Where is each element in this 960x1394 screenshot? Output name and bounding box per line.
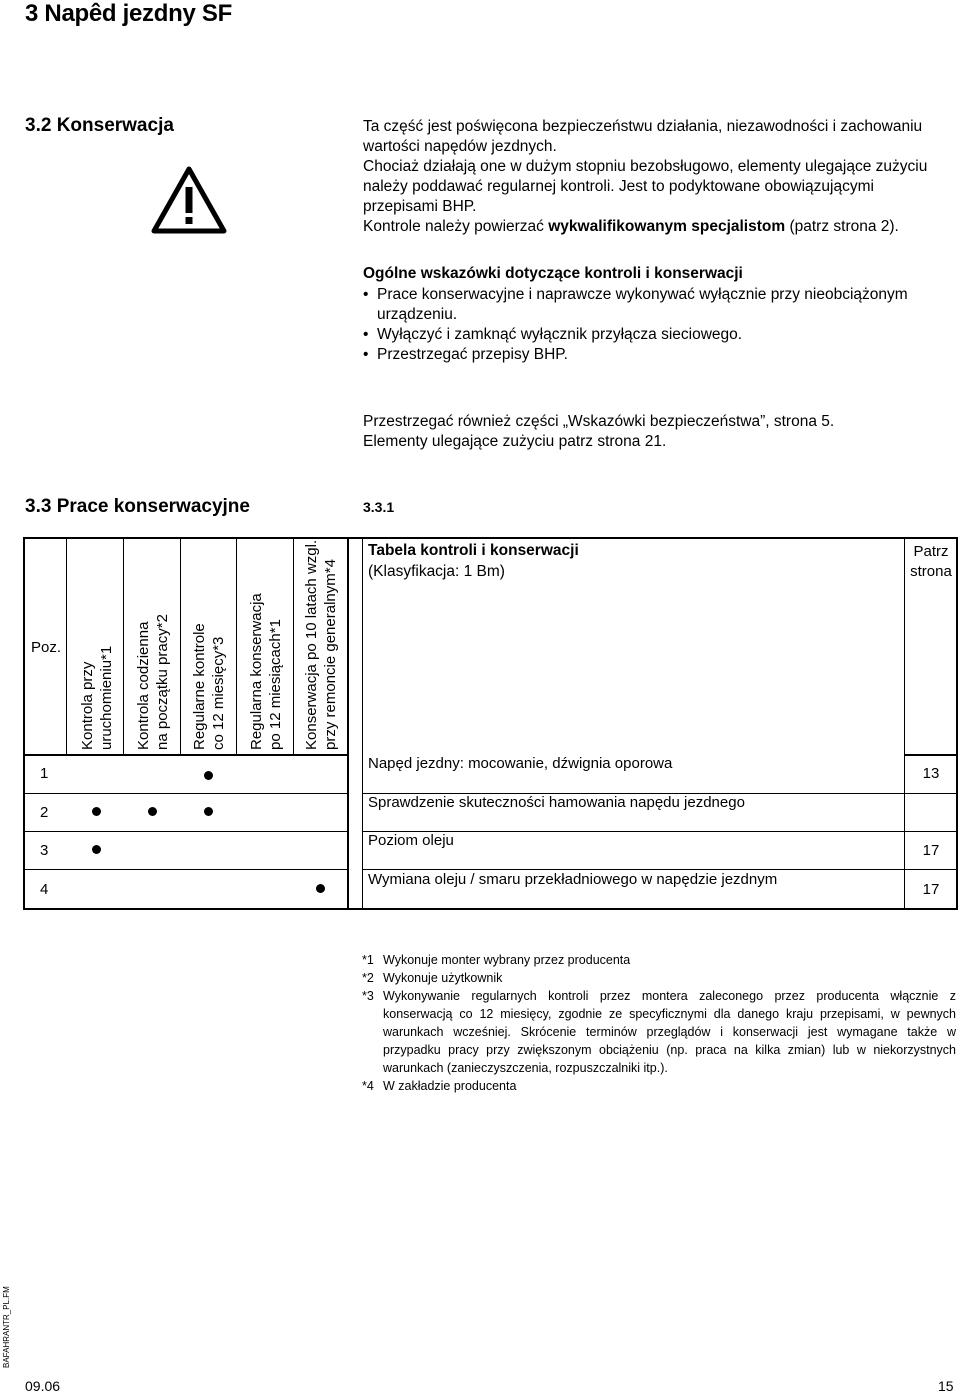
list-item-continuation: urządzeniu.: [377, 306, 458, 323]
specialist-prefix: Kontrole należy powierzać: [363, 218, 549, 235]
row-description: Napęd jezdny: mocowanie, dźwignia oporowa: [368, 755, 673, 772]
footnote-mark: *3: [362, 989, 374, 1003]
column-header-ten-year: [302, 540, 340, 750]
footnote: [362, 969, 956, 987]
header-line: uruchomieniu*1: [98, 645, 115, 750]
header-line: co 12 miesięcy*3: [210, 636, 227, 750]
row-description: Sprawdzenie skuteczności hamowania napędu jezdnego: [368, 794, 745, 811]
page-title: 3 Napêd jezdny SF: [25, 0, 232, 27]
column-header-regular-maintenance: [247, 593, 285, 750]
check-mark-dot: [316, 884, 325, 893]
footnote-line: warunkach (zanieczyszczenia, rozpuszczalniki itp.).: [383, 1061, 668, 1075]
column-header-commissioning: [78, 646, 116, 750]
list-item: • Prace konserwacyjne i naprawcze wykonywać wyłącznie przy nieobciążonym: [377, 285, 957, 305]
footnote-text: Wykonuje użytkownik: [383, 971, 503, 985]
header-line: przy remoncie generalnym*4: [322, 559, 339, 750]
header-line: Patrz: [913, 543, 949, 560]
header-line: Kontrola codzienna: [135, 621, 152, 750]
footnote-line: konserwacją co 12 miesięcy, zgodnie ze specyficznymi dla danego kraju przepisami, w pewnych: [383, 1007, 956, 1021]
warning-triangle-icon: [150, 165, 228, 235]
position-column-header: Poz.: [31, 639, 62, 656]
footer-date: 09.06: [25, 1378, 61, 1394]
note-line: Elementy ulegające zużyciu patrz strona 21.: [363, 433, 667, 450]
footnote: [362, 1077, 956, 1095]
specialist-suffix: (patrz strona 2).: [785, 218, 899, 235]
intro-line: przepisami BHP.: [363, 198, 477, 215]
general-guidelines-heading: Ogólne wskazówki dotyczące kontroli i konserwacji: [363, 265, 743, 282]
column-header-daily: [134, 614, 172, 750]
specialist-line: [363, 217, 953, 237]
check-mark-dot: [148, 807, 157, 816]
footnote-mark: *2: [362, 971, 374, 985]
table-subtitle: (Klasyfikacja: 1 Bm): [368, 563, 505, 580]
row-position: 4: [40, 881, 49, 898]
footnote-text: Wykonuje monter wybrany przez producenta: [383, 953, 631, 967]
intro-line: wartości napędów jezdnych.: [363, 138, 557, 155]
row-position: 3: [40, 842, 49, 859]
row-description: Wymiana oleju / smaru przekładniowego w napędzie jezdnym: [368, 871, 778, 888]
footnote: [362, 951, 956, 969]
footnote-text: W zakładzie producenta: [383, 1079, 517, 1093]
row-page: 17: [922, 842, 940, 859]
guidelines-list: [377, 285, 957, 365]
section-heading-3-2: 3.2 Konserwacja: [25, 115, 174, 136]
header-line: strona: [910, 563, 952, 580]
intro-paragraph: [363, 117, 953, 237]
footnote: [362, 987, 956, 1077]
header-line: Regularne kontrole: [191, 623, 208, 750]
row-description: Poziom oleju: [368, 832, 454, 849]
footnote-mark: *1: [362, 953, 374, 967]
footnote-line: Wykonywanie regularnych kontroli przez montera zaleconego przez producenta włącznie z: [383, 989, 956, 1003]
header-line: na początku pracy*2: [154, 614, 171, 750]
check-mark-dot: [92, 845, 101, 854]
column-header-regular-checks: [190, 623, 228, 750]
check-mark-dot: [204, 807, 213, 816]
header-line: po 12 miesiącach*1: [267, 619, 284, 750]
intro-line: należy poddawać regularnej kontroli. Jest to podyktowane obowiązującymi: [363, 178, 874, 195]
list-item: • Przestrzegać przepisy BHP.: [377, 345, 957, 365]
intro-line: Chociaż działają one w dużym stopniu bezobsługowo, elementy ulegające zużyciu: [363, 158, 928, 175]
page-column-header: [904, 542, 958, 582]
table-title: Tabela kontroli i konserwacji: [368, 542, 579, 559]
footnotes: [362, 951, 956, 1095]
side-file-code: BAFAHRANTR_PL.FM: [2, 1286, 11, 1368]
specialist-bold: wykwalifikowanym specjalistom: [548, 218, 786, 235]
row-page: 17: [922, 881, 940, 898]
footnote-line: przypadku pracy przy zwiększonym obciążeniu (np. praca na kilka zmian) lub w niekorzystnych: [383, 1043, 956, 1057]
footnote-line: warunkach wcześniej. Skrócenie terminów przeglądów i konserwacji jest wymagane także w: [383, 1025, 956, 1039]
notes: [363, 412, 953, 452]
sub-section-number: 3.3.1: [363, 499, 395, 515]
header-line: Konserwacja po 10 latach wzgl.: [303, 539, 320, 750]
header-line: Regularna konserwacja: [248, 593, 265, 750]
intro-line: Ta część jest poświęcona bezpieczeństwu działania, niezawodności i zachowaniu: [363, 118, 923, 135]
row-position: 2: [40, 804, 49, 821]
row-page: 13: [922, 765, 940, 782]
check-mark-dot: [92, 807, 101, 816]
row-position: 1: [40, 765, 49, 782]
list-item: • Wyłączyć i zamknąć wyłącznik przyłącza sieciowego.: [377, 325, 957, 345]
check-mark-dot: [204, 771, 213, 780]
page-number: 15: [938, 1378, 954, 1394]
note-line: Przestrzegać również części „Wskazówki bezpieczeństwa”, strona 5.: [363, 413, 835, 430]
footnote-mark: *4: [362, 1079, 374, 1093]
header-line: Kontrola przy: [79, 661, 96, 750]
section-heading-3-3: 3.3 Prace konserwacyjne: [25, 496, 250, 517]
